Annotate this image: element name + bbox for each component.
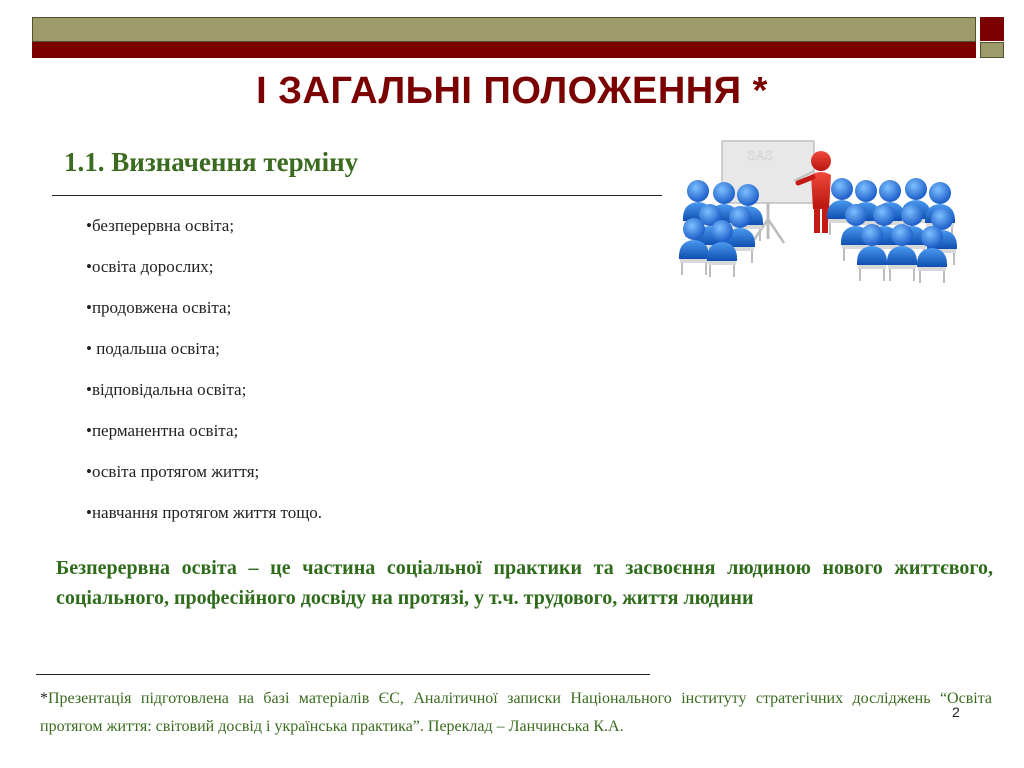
section-subtitle: 1.1. Визначення терміну [64,147,359,177]
footnote-mark: * [40,690,48,707]
subtitle-rule [52,195,662,196]
term-list [86,214,322,542]
header-square-bottom [980,42,1004,58]
term-item: • подальша освіта; [86,339,220,358]
footnote-rule [36,674,650,675]
term-item: •навчання протягом життя тощо. [86,503,323,522]
term-item: •продовжена освіта; [86,298,232,317]
term-item: •освіта протягом життя; [86,462,260,481]
footnote [40,685,992,741]
term-item: •безперервна освіта; [86,216,235,235]
term-item: •перманентна освіта; [86,421,239,440]
board-label: SAS [746,148,774,163]
slide-title: І ЗАГАЛЬНІ ПОЛОЖЕННЯ * [256,70,768,112]
term-item: •відповідальна освіта; [86,380,247,399]
footnote-text: Презентація підготовлена на базі матеріалів ЄС, Аналітичної записки Національного інституту стратегічних досліджень “Освіта протягом життя: світовий досвід і українська практика”. Переклад – Ланчинська К.А. [40,690,992,735]
definition-text: Безперервна освіта – це частина соціальної практики та засвоєння людиною нового життєвого, соціального, професійного досвіду на протязі, у т.ч. трудового, життя людини [56,557,993,609]
classroom-presentation-icon [666,135,986,292]
header-square-top [980,17,1004,41]
header-olive-bar [32,17,976,42]
header-maroon-bar [32,42,976,58]
term-item: •освіта дорослих; [86,257,214,276]
page-number: 2 [952,704,960,720]
